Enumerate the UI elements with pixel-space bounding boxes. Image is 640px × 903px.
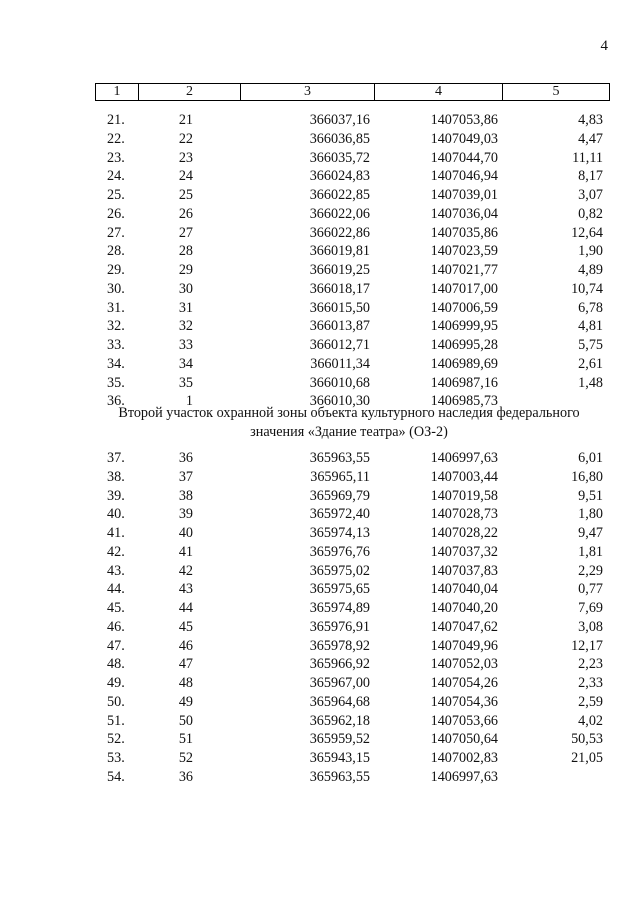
column-header-3: 3 xyxy=(241,84,375,101)
distance-cell: 4,89 xyxy=(578,262,603,278)
x-coordinate-cell: 365975,02 xyxy=(309,562,370,579)
row-number-cell: 43. xyxy=(107,562,125,579)
point-number-cell: 33 xyxy=(178,337,193,353)
y-coordinate-cell: 1407019,58 xyxy=(430,487,498,504)
table-row xyxy=(95,637,609,656)
section-title-line1: Второй участок охранной зоны объекта культурного наследия федерального xyxy=(118,405,580,421)
point-number-cell: 29 xyxy=(178,262,193,278)
distance-cell: 21,05 xyxy=(571,750,603,766)
x-coordinate-cell: 366022,85 xyxy=(309,187,370,203)
y-coordinate-cell: 1406997,63 xyxy=(430,768,498,785)
distance-cell: 9,51 xyxy=(578,487,603,504)
table-row xyxy=(95,280,609,299)
row-number-cell: 46. xyxy=(107,618,125,635)
x-coordinate-cell: 365966,92 xyxy=(309,656,370,673)
x-coordinate-cell: 365962,18 xyxy=(309,712,370,729)
row-number-cell: 28. xyxy=(107,243,125,260)
y-coordinate-cell: 1406985,73 xyxy=(430,393,498,410)
row-number-cell: 41. xyxy=(107,525,125,541)
row-number-cell: 35. xyxy=(107,374,125,391)
distance-cell: 0,77 xyxy=(578,581,603,598)
y-coordinate-cell: 1407036,04 xyxy=(430,205,498,222)
table-row xyxy=(95,355,609,374)
table-row xyxy=(95,693,609,712)
y-coordinate-cell: 1407053,66 xyxy=(430,712,498,729)
x-coordinate-cell: 365974,13 xyxy=(309,525,370,541)
point-number-cell: 34 xyxy=(178,355,193,372)
distance-cell: 4,81 xyxy=(578,318,603,335)
x-coordinate-cell: 366036,85 xyxy=(309,130,370,147)
point-number-cell: 1 xyxy=(185,393,193,410)
x-coordinate-cell: 366018,17 xyxy=(309,280,370,297)
point-number-cell: 52 xyxy=(178,750,193,766)
x-coordinate-cell: 366011,34 xyxy=(310,355,370,372)
point-number-cell: 42 xyxy=(178,562,193,579)
distance-cell: 1,81 xyxy=(578,543,603,560)
distance-cell: 2,23 xyxy=(578,656,603,673)
row-number-cell: 27. xyxy=(107,224,125,241)
distance-cell: 10,74 xyxy=(571,280,603,297)
row-number-cell: 36. xyxy=(107,393,125,410)
row-number-cell: 44. xyxy=(107,581,125,598)
table-row xyxy=(95,167,609,186)
column-header-table xyxy=(95,83,610,101)
column-header-4: 4 xyxy=(375,84,503,101)
point-number-cell: 28 xyxy=(178,243,193,260)
x-coordinate-cell: 365943,15 xyxy=(309,750,370,766)
row-number-cell: 23. xyxy=(107,149,125,166)
row-number-cell: 54. xyxy=(107,768,125,785)
table-row xyxy=(95,449,609,468)
table-row xyxy=(95,599,609,618)
y-coordinate-cell: 1407046,94 xyxy=(430,168,498,185)
x-coordinate-cell: 366012,71 xyxy=(309,337,370,353)
x-coordinate-cell: 366019,25 xyxy=(309,262,370,278)
table-row xyxy=(95,487,609,506)
distance-cell: 12,64 xyxy=(571,224,603,241)
table-row xyxy=(95,749,609,768)
point-number-cell: 37 xyxy=(178,468,193,485)
point-number-cell: 41 xyxy=(178,543,193,560)
row-number-cell: 26. xyxy=(107,205,125,222)
distance-cell: 2,33 xyxy=(578,675,603,691)
x-coordinate-cell: 366013,87 xyxy=(309,318,370,335)
row-number-cell: 21. xyxy=(107,112,125,128)
y-coordinate-cell: 1407006,59 xyxy=(430,299,498,316)
distance-cell: 7,69 xyxy=(578,600,603,616)
table-row xyxy=(95,618,609,637)
table-row xyxy=(95,205,609,224)
point-number-cell: 22 xyxy=(178,130,193,147)
x-coordinate-cell: 365976,76 xyxy=(309,543,370,560)
distance-cell: 4,02 xyxy=(578,712,603,729)
point-number-cell: 30 xyxy=(178,280,193,297)
y-coordinate-cell: 1407028,22 xyxy=(430,525,498,541)
point-number-cell: 45 xyxy=(178,618,193,635)
row-number-cell: 30. xyxy=(107,280,125,297)
x-coordinate-cell: 365969,79 xyxy=(309,487,370,504)
distance-cell: 3,07 xyxy=(578,187,603,203)
row-number-cell: 38. xyxy=(107,468,125,485)
y-coordinate-cell: 1407049,03 xyxy=(430,130,498,147)
table-row xyxy=(95,655,609,674)
page-number: 4 xyxy=(600,38,608,54)
table-row xyxy=(95,524,609,543)
coordinates-table-part2 xyxy=(95,449,609,787)
table-row xyxy=(95,242,609,261)
section-title-line2: значения «Здание театра» (ОЗ-2) xyxy=(250,424,448,440)
row-number-cell: 29. xyxy=(107,262,125,278)
distance-cell: 4,47 xyxy=(578,130,603,147)
point-number-cell: 39 xyxy=(178,506,193,523)
y-coordinate-cell: 1406989,69 xyxy=(430,355,498,372)
x-coordinate-cell: 365975,65 xyxy=(309,581,370,598)
table-row xyxy=(95,130,609,149)
table-row xyxy=(95,299,609,318)
y-coordinate-cell: 1406995,28 xyxy=(430,337,498,353)
row-number-cell: 34. xyxy=(107,355,125,372)
row-number-cell: 50. xyxy=(107,693,125,710)
table-row xyxy=(95,580,609,599)
table-row xyxy=(95,562,609,581)
distance-cell: 50,53 xyxy=(571,731,603,748)
y-coordinate-cell: 1407047,62 xyxy=(430,618,498,635)
y-coordinate-cell: 1407028,73 xyxy=(430,506,498,523)
table-row xyxy=(95,111,609,130)
point-number-cell: 40 xyxy=(178,525,193,541)
point-number-cell: 36 xyxy=(178,768,193,785)
x-coordinate-cell: 365976,91 xyxy=(309,618,370,635)
row-number-cell: 48. xyxy=(107,656,125,673)
row-number-cell: 39. xyxy=(107,487,125,504)
x-coordinate-cell: 366010,30 xyxy=(309,393,370,410)
distance-cell: 4,83 xyxy=(578,112,603,128)
y-coordinate-cell: 1407044,70 xyxy=(430,149,498,166)
x-coordinate-cell: 365963,55 xyxy=(309,768,370,785)
y-coordinate-cell: 1406987,16 xyxy=(430,374,498,391)
table-row xyxy=(95,543,609,562)
distance-cell: 1,80 xyxy=(578,506,603,523)
y-coordinate-cell: 1407054,26 xyxy=(430,675,498,691)
y-coordinate-cell: 1407021,77 xyxy=(430,262,498,278)
x-coordinate-cell: 365964,68 xyxy=(309,693,370,710)
y-coordinate-cell: 1407037,32 xyxy=(430,543,498,560)
distance-cell: 3,08 xyxy=(578,618,603,635)
table-row xyxy=(95,317,609,336)
y-coordinate-cell: 1407052,03 xyxy=(430,656,498,673)
x-coordinate-cell: 366019,81 xyxy=(309,243,370,260)
table-row xyxy=(95,768,609,787)
distance-cell: 8,17 xyxy=(578,168,603,185)
point-number-cell: 50 xyxy=(178,712,193,729)
x-coordinate-cell: 365978,92 xyxy=(309,637,370,654)
column-header-row xyxy=(96,84,610,101)
section-title xyxy=(80,404,618,442)
x-coordinate-cell: 366022,06 xyxy=(309,205,370,222)
distance-cell: 6,78 xyxy=(578,299,603,316)
x-coordinate-cell: 365972,40 xyxy=(309,506,370,523)
point-number-cell: 36 xyxy=(178,450,193,466)
table-row xyxy=(95,224,609,243)
row-number-cell: 47. xyxy=(107,637,125,654)
row-number-cell: 25. xyxy=(107,187,125,203)
point-number-cell: 35 xyxy=(178,374,193,391)
x-coordinate-cell: 365974,89 xyxy=(309,600,370,616)
row-number-cell: 40. xyxy=(107,506,125,523)
distance-cell: 1,90 xyxy=(578,243,603,260)
y-coordinate-cell: 1407053,86 xyxy=(430,112,498,128)
table-row xyxy=(95,712,609,731)
distance-cell: 2,61 xyxy=(578,355,603,372)
point-number-cell: 24 xyxy=(178,168,193,185)
row-number-cell: 51. xyxy=(107,712,125,729)
row-number-cell: 31. xyxy=(107,299,125,316)
distance-cell: 12,17 xyxy=(571,637,603,654)
x-coordinate-cell: 366015,50 xyxy=(309,299,370,316)
x-coordinate-cell: 365965,11 xyxy=(310,468,370,485)
row-number-cell: 33. xyxy=(107,337,125,353)
row-number-cell: 45. xyxy=(107,600,125,616)
point-number-cell: 43 xyxy=(178,581,193,598)
point-number-cell: 31 xyxy=(178,299,193,316)
column-header-1: 1 xyxy=(96,84,139,101)
y-coordinate-cell: 1407003,44 xyxy=(430,468,498,485)
point-number-cell: 32 xyxy=(178,318,193,335)
point-number-cell: 21 xyxy=(178,112,193,128)
point-number-cell: 51 xyxy=(178,731,193,748)
row-number-cell: 53. xyxy=(107,750,125,766)
coordinates-table-part1 xyxy=(95,111,609,411)
row-number-cell: 42. xyxy=(107,543,125,560)
table-row xyxy=(95,186,609,205)
row-number-cell: 24. xyxy=(107,168,125,185)
distance-cell: 9,47 xyxy=(578,525,603,541)
y-coordinate-cell: 1406997,63 xyxy=(430,450,498,466)
y-coordinate-cell: 1407039,01 xyxy=(430,187,498,203)
table-row xyxy=(95,468,609,487)
distance-cell: 2,59 xyxy=(578,693,603,710)
y-coordinate-cell: 1407017,00 xyxy=(430,280,498,297)
x-coordinate-cell: 365967,00 xyxy=(309,675,370,691)
distance-cell: 1,48 xyxy=(578,374,603,391)
point-number-cell: 48 xyxy=(178,675,193,691)
row-number-cell: 22. xyxy=(107,130,125,147)
y-coordinate-cell: 1407040,04 xyxy=(430,581,498,598)
distance-cell: 6,01 xyxy=(578,450,603,466)
x-coordinate-cell: 366010,68 xyxy=(309,374,370,391)
point-number-cell: 44 xyxy=(178,600,193,616)
distance-cell: 0,82 xyxy=(578,205,603,222)
y-coordinate-cell: 1407050,64 xyxy=(430,731,498,748)
column-header-5: 5 xyxy=(503,84,610,101)
point-number-cell: 47 xyxy=(178,656,193,673)
distance-cell: 5,75 xyxy=(578,337,603,353)
table-row xyxy=(95,149,609,168)
row-number-cell: 52. xyxy=(107,731,125,748)
distance-cell: 16,80 xyxy=(571,468,603,485)
point-number-cell: 26 xyxy=(178,205,193,222)
point-number-cell: 49 xyxy=(178,693,193,710)
y-coordinate-cell: 1407002,83 xyxy=(430,750,498,766)
y-coordinate-cell: 1407049,96 xyxy=(430,637,498,654)
x-coordinate-cell: 366035,72 xyxy=(309,149,370,166)
x-coordinate-cell: 365959,52 xyxy=(309,731,370,748)
distance-cell: 11,11 xyxy=(572,149,603,166)
row-number-cell: 37. xyxy=(107,450,125,466)
table-row xyxy=(95,674,609,693)
y-coordinate-cell: 1407023,59 xyxy=(430,243,498,260)
row-number-cell: 49. xyxy=(107,675,125,691)
x-coordinate-cell: 365963,55 xyxy=(309,450,370,466)
y-coordinate-cell: 1406999,95 xyxy=(430,318,498,335)
column-header-2: 2 xyxy=(139,84,241,101)
table-row xyxy=(95,261,609,280)
point-number-cell: 46 xyxy=(178,637,193,654)
point-number-cell: 25 xyxy=(178,187,193,203)
table-row xyxy=(95,374,609,393)
table-row xyxy=(95,730,609,749)
point-number-cell: 38 xyxy=(178,487,193,504)
y-coordinate-cell: 1407040,20 xyxy=(430,600,498,616)
x-coordinate-cell: 366037,16 xyxy=(309,112,370,128)
x-coordinate-cell: 366022,86 xyxy=(309,224,370,241)
y-coordinate-cell: 1407054,36 xyxy=(430,693,498,710)
distance-cell: 2,29 xyxy=(578,562,603,579)
x-coordinate-cell: 366024,83 xyxy=(309,168,370,185)
row-number-cell: 32. xyxy=(107,318,125,335)
point-number-cell: 27 xyxy=(178,224,193,241)
y-coordinate-cell: 1407035,86 xyxy=(430,224,498,241)
point-number-cell: 23 xyxy=(178,149,193,166)
y-coordinate-cell: 1407037,83 xyxy=(430,562,498,579)
table-row xyxy=(95,505,609,524)
table-row xyxy=(95,336,609,355)
